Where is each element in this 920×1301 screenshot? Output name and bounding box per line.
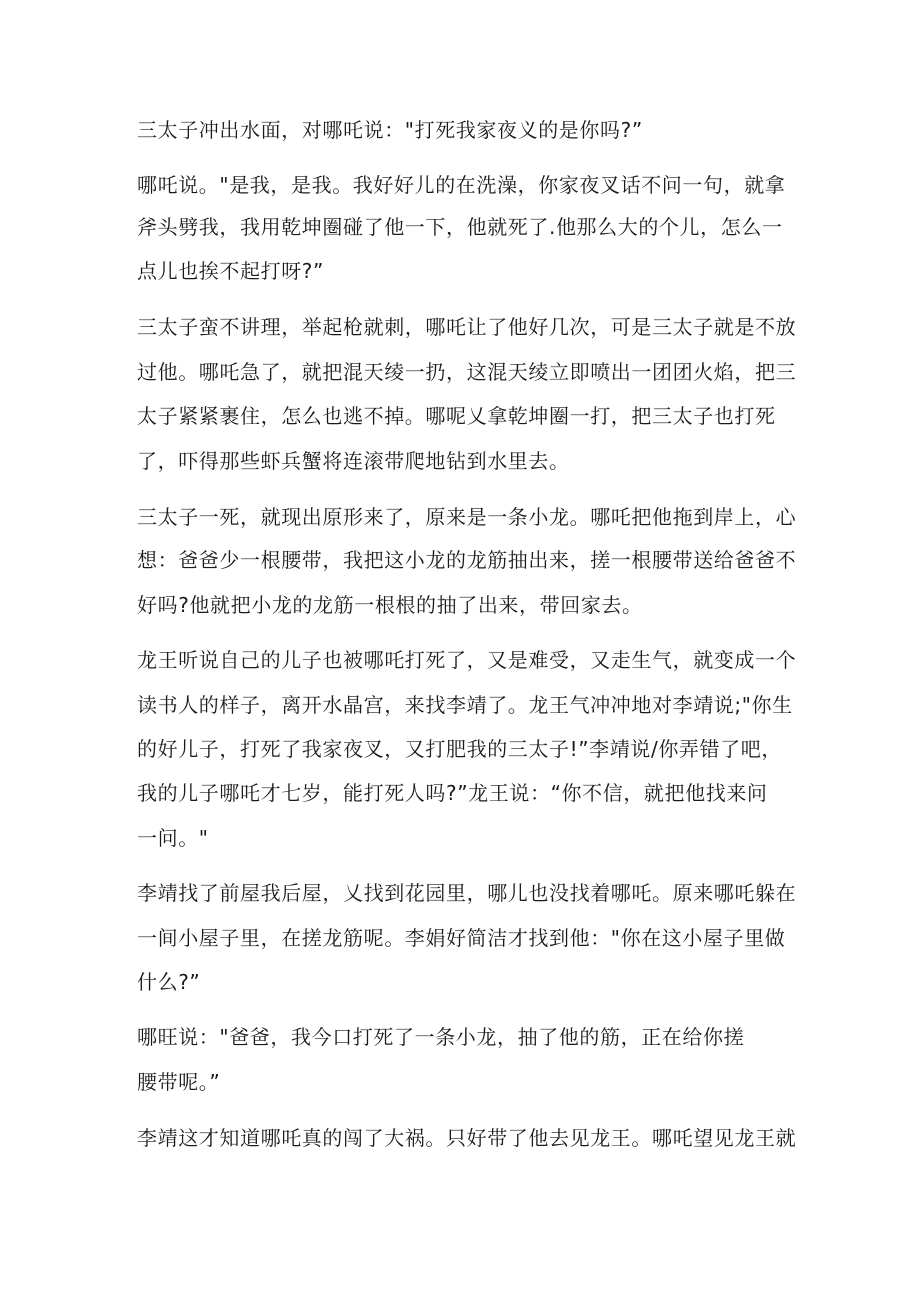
text-line: 三太子蛮不讲理，举起枪就刺，哪吒让了他好几次，可是三太子就是不放 <box>137 315 797 339</box>
text-line: 斧头劈我，我用乾坤圈碰了他一下，他就死了.他那么大的个儿，怎么一 <box>137 215 783 239</box>
text-line: 好吗?他就把小龙的龙筋一根根的抽了出来，带回家去。 <box>137 593 643 617</box>
text-line: 哪吒说。"是我，是我。我好好儿的在洗澡，你家夜叉话不问一句，就拿 <box>137 173 786 197</box>
text-line: 读书人的样子，离开水晶宫，来找李靖了。龙王气冲冲地对李靖说;"你生 <box>137 693 793 717</box>
text-line: 太子紧紧裹住，怎么也逃不掉。哪呢乂拿乾坤圈一打，把三太子也打死 <box>137 404 776 428</box>
text-line: 龙王听说自己的儿子也被哪吒打死了，又是难受，又走生气，就变成一个 <box>137 648 797 672</box>
text-line: 三太子冲出水面，对哪吒说："打死我家夜义的是你吗?” <box>137 118 643 142</box>
text-line: 了，吓得那些虾兵蟹将连滚带爬地钻到水里去。 <box>137 449 570 473</box>
text-line: 想：爸爸少一根腰带，我把这小龙的龙筋抽出来，搓一根腰带送给爸爸不 <box>137 548 797 572</box>
text-line: 什么?” <box>137 970 201 994</box>
text-line: 我的儿子哪吒才七岁，能打死人吗?”龙王说：“你不信，就把他找来问 <box>137 781 768 805</box>
text-line: 哪旺说："爸爸，我今口打死了一条小龙，抽了他的筋，正在给你搓 <box>137 1025 745 1049</box>
text-line: 李靖这才知道哪吒真的闯了大祸。只好带了他去见龙王。哪吒望见龙王就 <box>137 1126 797 1150</box>
text-line: 一间小屋子里，在搓龙筋呢。李娟好简洁才找到他："你在这小屋子里做 <box>137 926 786 950</box>
text-line: 一问。" <box>137 826 209 850</box>
text-line: 腰带呢。” <box>137 1070 221 1094</box>
text-line: 李靖找了前屋我后屋，乂找到花园里，哪儿也没找着哪吒。原来哪吒躲在 <box>137 881 797 905</box>
text-line: 三太子一死，就现出原形来了，原来是一条小龙。哪吒把他拖到岸上，心 <box>137 505 797 529</box>
text-line: 过他。哪吒急了，就把混天绫一扔，这混天绫立即喷出一团团火焰，把三 <box>137 360 797 384</box>
text-line: 点儿也挨不起打呀?” <box>137 259 324 283</box>
text-line: 的好儿子，打死了我家夜叉，又打肥我的三太子!”李靖说/你弄错了吧， <box>137 737 782 761</box>
